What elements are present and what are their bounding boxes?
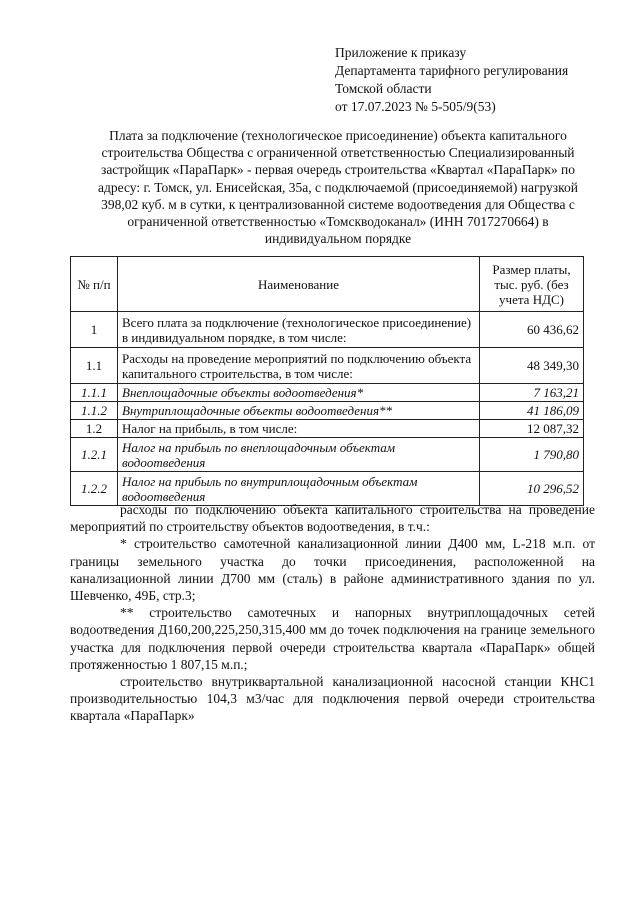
row-num: 1.1.1 xyxy=(71,384,118,402)
appendix-line: Приложение к приказу xyxy=(335,45,467,60)
row-amount: 48 349,30 xyxy=(480,348,584,384)
table-row xyxy=(71,348,584,384)
header-num: № п/п xyxy=(71,257,118,312)
table-header-row xyxy=(71,257,584,312)
title-line: индивидуальном порядке xyxy=(264,231,412,247)
row-amount: 10 296,52 xyxy=(480,472,584,506)
row-name: Всего плата за подключение (технологическое присоединение) в индивидуальном порядке, в том числе: xyxy=(118,312,480,348)
row-name: Внутриплощадочные объекты водоотведения** xyxy=(118,402,480,420)
row-amount: 7 163,21 xyxy=(480,384,584,402)
row-name: Налог на прибыль, в том числе: xyxy=(118,420,480,438)
row-name: Налог на прибыль по внеплощадочным объектам водоотведения xyxy=(118,438,480,472)
row-amount: 12 087,32 xyxy=(480,420,584,438)
row-num: 1.1 xyxy=(71,348,118,384)
row-name: Внеплощадочные объекты водоотведения* xyxy=(118,384,480,402)
title-line: застройщик «ПараПарк» - первая очередь строительства «Квартал «ПараПарк» по xyxy=(100,162,576,178)
appendix-line: Томской области xyxy=(335,81,432,96)
footnote-1: * строительство самотечной канализационной линии Д400 мм, L-218 м.п. от границы земельного участка до точки присоединения, расположенной на канализационной линии Д700 мм (сталь) в районе административного здания по ул. Шевченко, 49Б, стр.3; xyxy=(70,536,595,604)
notes-pump-station: строительство внутриквартальной канализационной насосной станции КНС1 производительностью 104,3 м3/час для подключения первой очереди строительства квартала «ПараПарк» xyxy=(70,674,595,724)
title-line: строительства Общества с ограниченной ответственностью Специализированный xyxy=(101,145,575,161)
title-line: Плата за подключение (технологическое присоединение) объекта капитального xyxy=(109,128,567,143)
row-name: Налог на прибыль по внутриплощадочным объектам водоотведения xyxy=(118,472,480,506)
row-name: Расходы на проведение мероприятий по подключению объекта капитального строительства, в том числе: xyxy=(118,348,480,384)
notes-intro: расходы по подключению объекта капитального строительства на проведение мероприятий по строительству объектов водоотведения, в т.ч.: xyxy=(70,502,595,535)
header-name: Наименование xyxy=(118,257,480,312)
appendix-date-line: от 17.07.2023 № 5-505/9(53) xyxy=(335,99,496,114)
document-title xyxy=(78,127,598,247)
row-amount: 41 186,09 xyxy=(480,402,584,420)
row-amount: 1 790,80 xyxy=(480,438,584,472)
table-row xyxy=(71,384,584,402)
footnote-2: ** строительство самотечных и напорных внутриплощадочных сетей водоотведения Д160,200,225,250,315,400 мм до точек подключения на границе земельного участка для подключения первой очереди строительства квартала «ПараПарк» общей протяженностью 1 807,15 м.п.; xyxy=(70,605,595,672)
fee-table xyxy=(70,256,584,506)
table-row xyxy=(71,402,584,420)
title-line: ограниченной ответственностью «Томскводоканал» (ИНН 7017270664) в xyxy=(127,214,549,230)
row-num: 1.2.1 xyxy=(71,438,118,472)
title-line: адресу: г. Томск, ул. Енисейская, 35а, с подключаемой (присоединяемой) нагрузкой xyxy=(98,179,578,195)
row-num: 1.2.2 xyxy=(71,472,118,506)
table-row xyxy=(71,312,584,348)
row-num: 1.2 xyxy=(71,420,118,438)
row-num: 1 xyxy=(71,312,118,348)
appendix-header xyxy=(335,44,625,116)
row-amount: 60 436,62 xyxy=(480,312,584,348)
appendix-line: Департамента тарифного регулирования xyxy=(335,63,569,78)
row-num: 1.1.2 xyxy=(71,402,118,420)
title-line: 398,02 куб. м в сутки, к централизованной системе водоотведения для Общества с xyxy=(101,196,575,212)
notes-section xyxy=(70,501,595,725)
table-row xyxy=(71,420,584,438)
header-amount: Размер платы, тыс. руб. (без учета НДС) xyxy=(480,257,584,312)
table-row xyxy=(71,438,584,472)
